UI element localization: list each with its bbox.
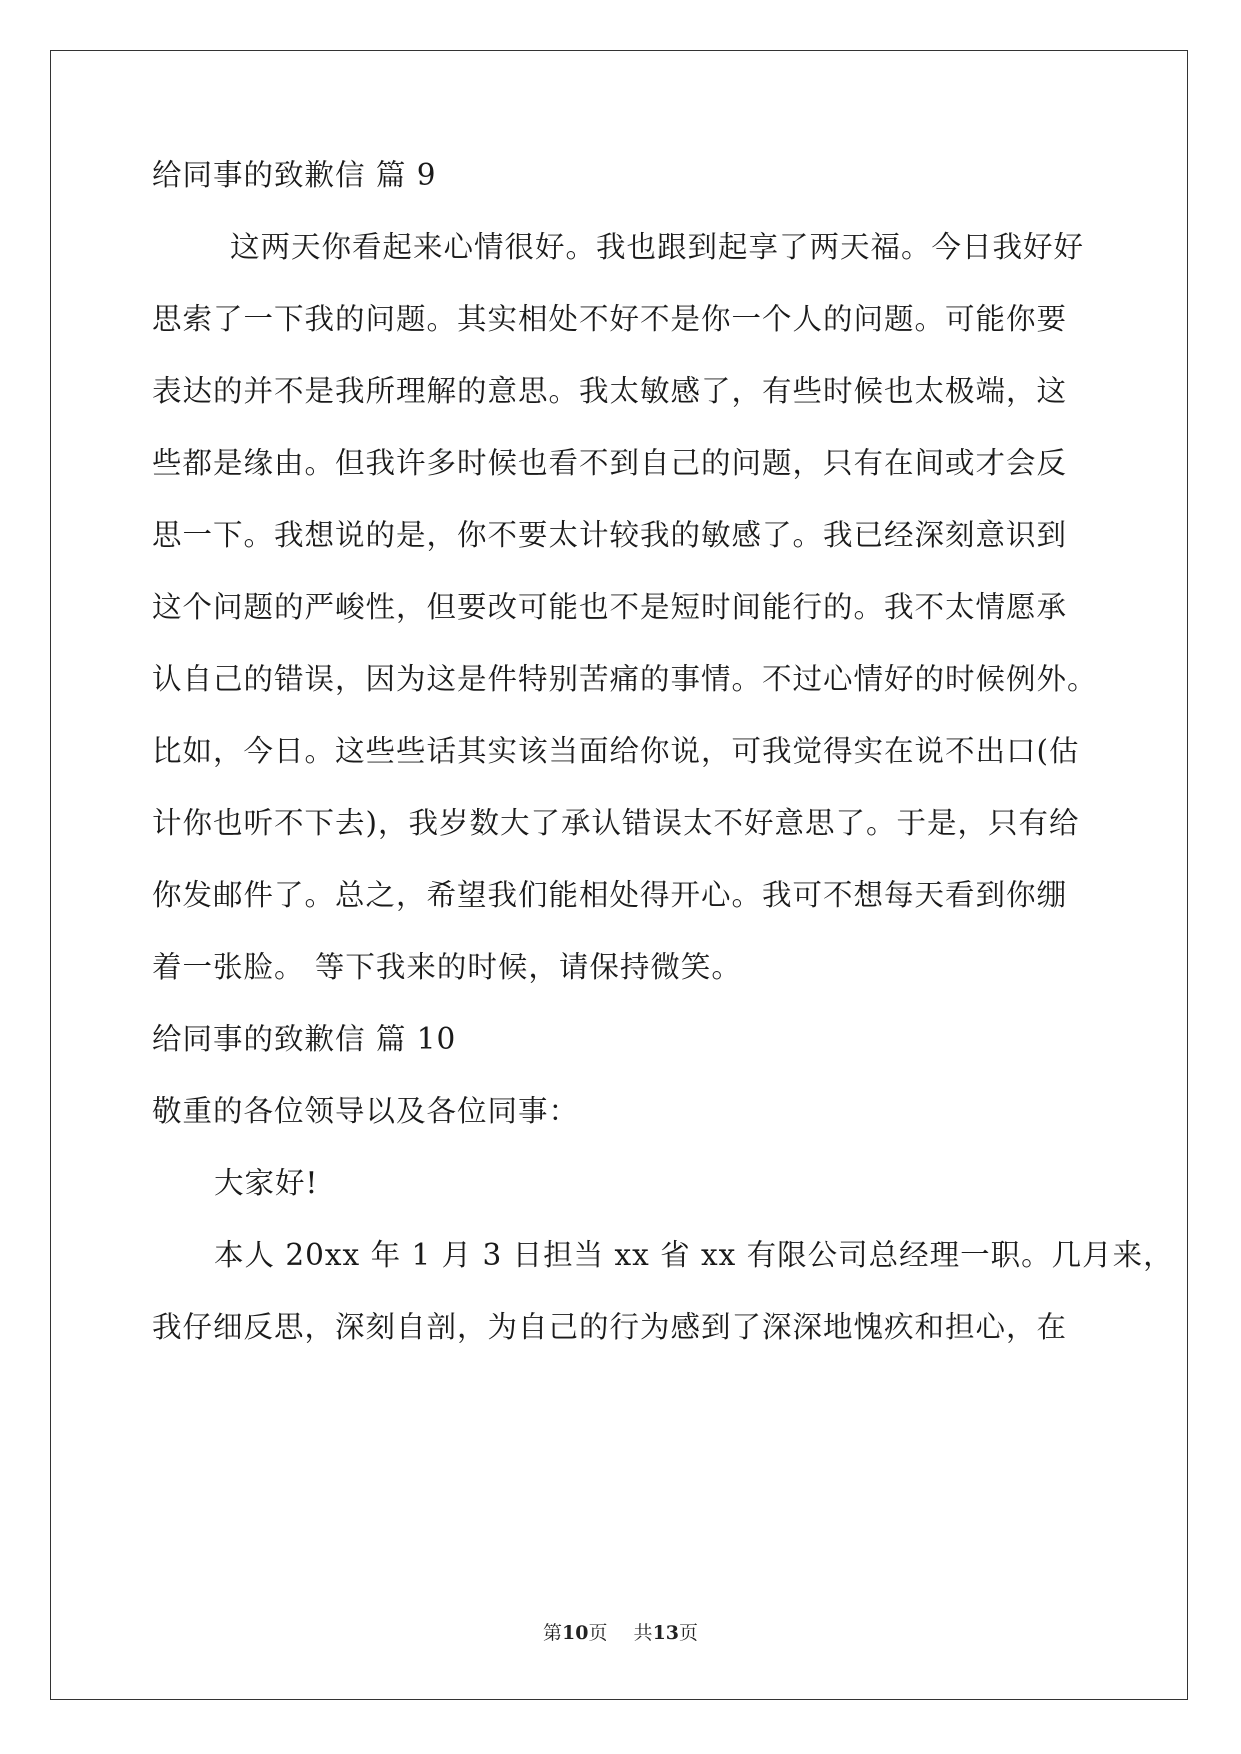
section-10-line-2: 我仔细反思，深刻自剖，为自己的行为感到了深深地愧疚和担心，在 xyxy=(152,1310,1068,1344)
section-9-line-8: 比如，今日。这些些话其实该当面给你说，可我觉得实在说不出口(估 xyxy=(152,734,1080,768)
section-9-line-3: 表达的并不是我所理解的意思。我太敏感了，有些时候也太极端，这 xyxy=(152,374,1068,408)
section-9-line-11: 着一张脸。 等下我来的时候，请保持微笑。 xyxy=(152,950,742,984)
footer-page-prefix: 第 xyxy=(542,1622,562,1644)
footer-page-current: 10 xyxy=(561,1622,589,1644)
section-9-line-9: 计你也听不下去)，我岁数大了承认错误太不好意思了。于是，只有给 xyxy=(152,806,1080,840)
section-9-line-2: 思索了一下我的问题。其实相处不好不是你一个人的问题。可能你要 xyxy=(152,302,1068,336)
section-10-greeting: 大家好! xyxy=(214,1166,319,1200)
section-9-line-1: 这两天你看起来心情很好。我也跟到起享了两天福。今日我好好 xyxy=(230,230,1085,264)
footer-page-total: 13 xyxy=(652,1622,680,1644)
section-10-heading: 给同事的致歉信 篇 10 xyxy=(152,1022,457,1056)
section-9-line-10: 你发邮件了。总之，希望我们能相处得开心。我可不想每天看到你绷 xyxy=(152,878,1068,912)
section-10-salutation: 敬重的各位领导以及各位同事： xyxy=(152,1094,580,1128)
footer-page-mid: 页 xyxy=(588,1622,608,1644)
section-9-line-5: 思一下。我想说的是，你不要太计较我的敏感了。我已经深刻意识到 xyxy=(152,518,1068,552)
footer-total-prefix: 共 xyxy=(633,1622,653,1644)
section-9-line-6: 这个问题的严峻性，但要改可能也不是短时间能行的。我不太情愿承 xyxy=(152,590,1068,624)
page-footer xyxy=(0,1618,1241,1645)
footer-total-suffix: 页 xyxy=(679,1622,699,1644)
section-9-line-4: 些都是缘由。但我许多时候也看不到自己的问题，只有在间或才会反 xyxy=(152,446,1068,480)
section-9-heading: 给同事的致歉信 篇 9 xyxy=(152,158,437,192)
section-10-line-1: 本人 20xx 年 1 月 3 日担当 xx 省 xx 有限公司总经理一职。几月来， xyxy=(214,1238,1174,1272)
section-9-line-7: 认自己的错误，因为这是件特别苦痛的事情。不过心情好的时候例外。 xyxy=(152,662,1098,696)
